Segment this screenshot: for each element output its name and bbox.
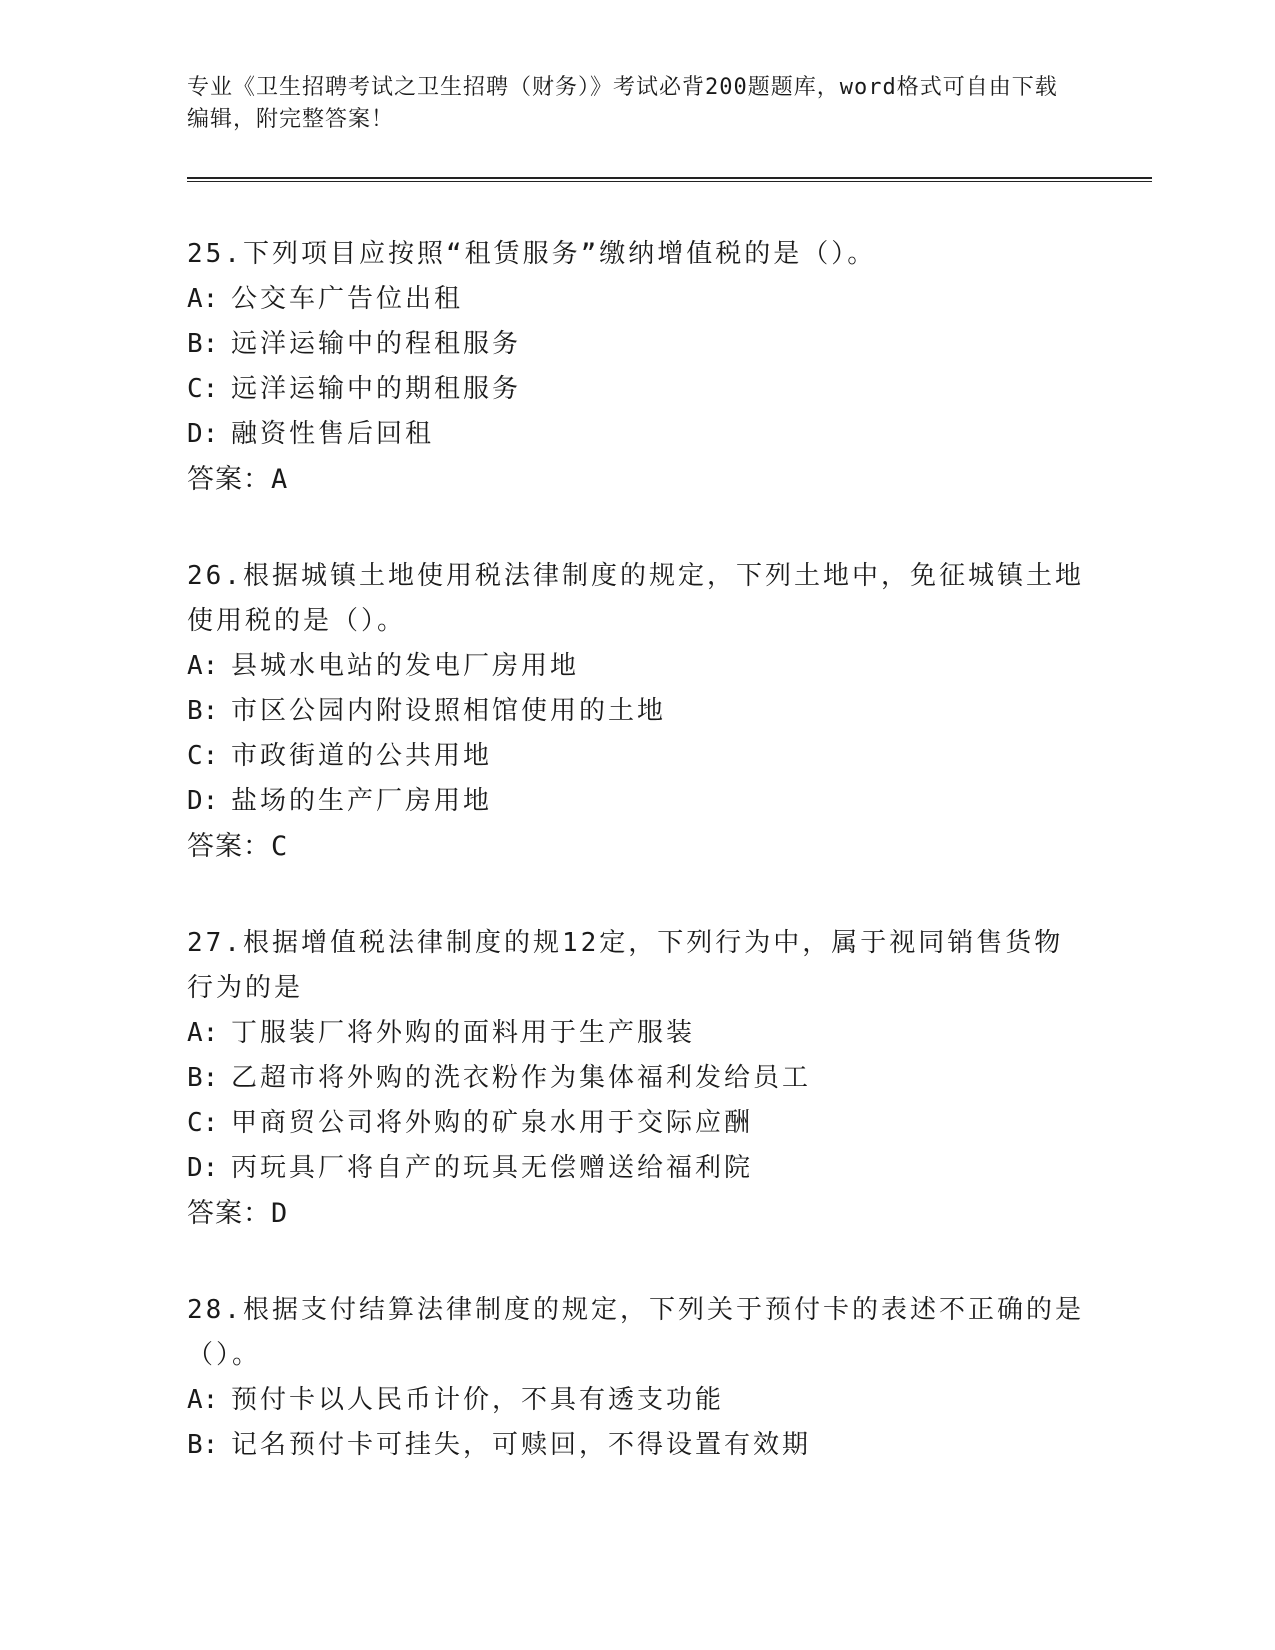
option-letter: A: bbox=[187, 284, 219, 314]
answer: 答案：D bbox=[187, 1198, 289, 1229]
option-text: 市区公园内附设照相馆使用的土地 bbox=[231, 696, 667, 726]
answer: 答案：A bbox=[187, 464, 289, 495]
option-b bbox=[187, 322, 1087, 367]
option-d bbox=[187, 1146, 1087, 1191]
question-28 bbox=[187, 1288, 1087, 1468]
option-a bbox=[187, 1011, 1087, 1056]
question-27 bbox=[187, 921, 1087, 1236]
option-c bbox=[187, 367, 1087, 412]
option-text: 预付卡以人民币计价，不具有透支功能 bbox=[231, 1385, 725, 1415]
question-text: 25.下列项目应按照“租赁服务”缴纳增值税的是（）。 bbox=[187, 239, 877, 269]
option-text: 盐场的生产厂房用地 bbox=[231, 786, 493, 816]
option-letter: C: bbox=[187, 1108, 219, 1138]
option-letter: B: bbox=[187, 1063, 219, 1093]
option-text: 融资性售后回租 bbox=[231, 419, 435, 449]
option-c bbox=[187, 734, 1087, 779]
option-d bbox=[187, 412, 1087, 457]
option-text: 乙超市将外购的洗衣粉作为集体福利发给员工 bbox=[231, 1063, 812, 1093]
option-text: 甲商贸公司将外购的矿泉水用于交际应酬 bbox=[231, 1108, 754, 1138]
option-b bbox=[187, 1056, 1087, 1101]
question-text: 26.根据城镇土地使用税法律制度的规定，下列土地中，免征城镇土地使用税的是（）。 bbox=[187, 561, 1084, 636]
document-header: 专业《卫生招聘考试之卫生招聘（财务）》考试必背200题题库，word格式可自由下载编辑，附完整答案！ bbox=[187, 75, 1058, 132]
answer: 答案：C bbox=[187, 831, 289, 862]
option-text: 记名预付卡可挂失，可赎回，不得设置有效期 bbox=[231, 1430, 812, 1460]
option-letter: A: bbox=[187, 1385, 219, 1415]
header-divider bbox=[187, 177, 1152, 182]
question-26 bbox=[187, 554, 1087, 869]
option-letter: A: bbox=[187, 1018, 219, 1048]
option-letter: B: bbox=[187, 1430, 219, 1460]
option-text: 县城水电站的发电厂房用地 bbox=[231, 651, 580, 681]
option-c bbox=[187, 1101, 1087, 1146]
option-letter: D: bbox=[187, 419, 219, 449]
question-25 bbox=[187, 232, 1087, 502]
question-text: 27.根据增值税法律制度的规12定，下列行为中，属于视同销售货物行为的是 bbox=[187, 928, 1064, 1003]
option-letter: B: bbox=[187, 696, 219, 726]
option-letter: D: bbox=[187, 1153, 219, 1183]
option-text: 丁服装厂将外购的面料用于生产服装 bbox=[231, 1018, 696, 1048]
option-text: 市政街道的公共用地 bbox=[231, 741, 493, 771]
question-text: 28.根据支付结算法律制度的规定，下列关于预付卡的表述不正确的是（）。 bbox=[187, 1295, 1084, 1370]
option-text: 公交车广告位出租 bbox=[231, 284, 464, 314]
option-d bbox=[187, 779, 1087, 824]
option-text: 远洋运输中的程租服务 bbox=[231, 329, 522, 359]
option-b bbox=[187, 1423, 1087, 1468]
option-text: 远洋运输中的期租服务 bbox=[231, 374, 522, 404]
option-letter: C: bbox=[187, 374, 219, 404]
option-a bbox=[187, 277, 1087, 322]
option-letter: D: bbox=[187, 786, 219, 816]
option-letter: C: bbox=[187, 741, 219, 771]
option-text: 丙玩具厂将自产的玩具无偿赠送给福利院 bbox=[231, 1153, 754, 1183]
option-letter: B: bbox=[187, 329, 219, 359]
question-list bbox=[187, 232, 1087, 1520]
option-letter: A: bbox=[187, 651, 219, 681]
option-a bbox=[187, 644, 1087, 689]
option-b bbox=[187, 689, 1087, 734]
option-a bbox=[187, 1378, 1087, 1423]
